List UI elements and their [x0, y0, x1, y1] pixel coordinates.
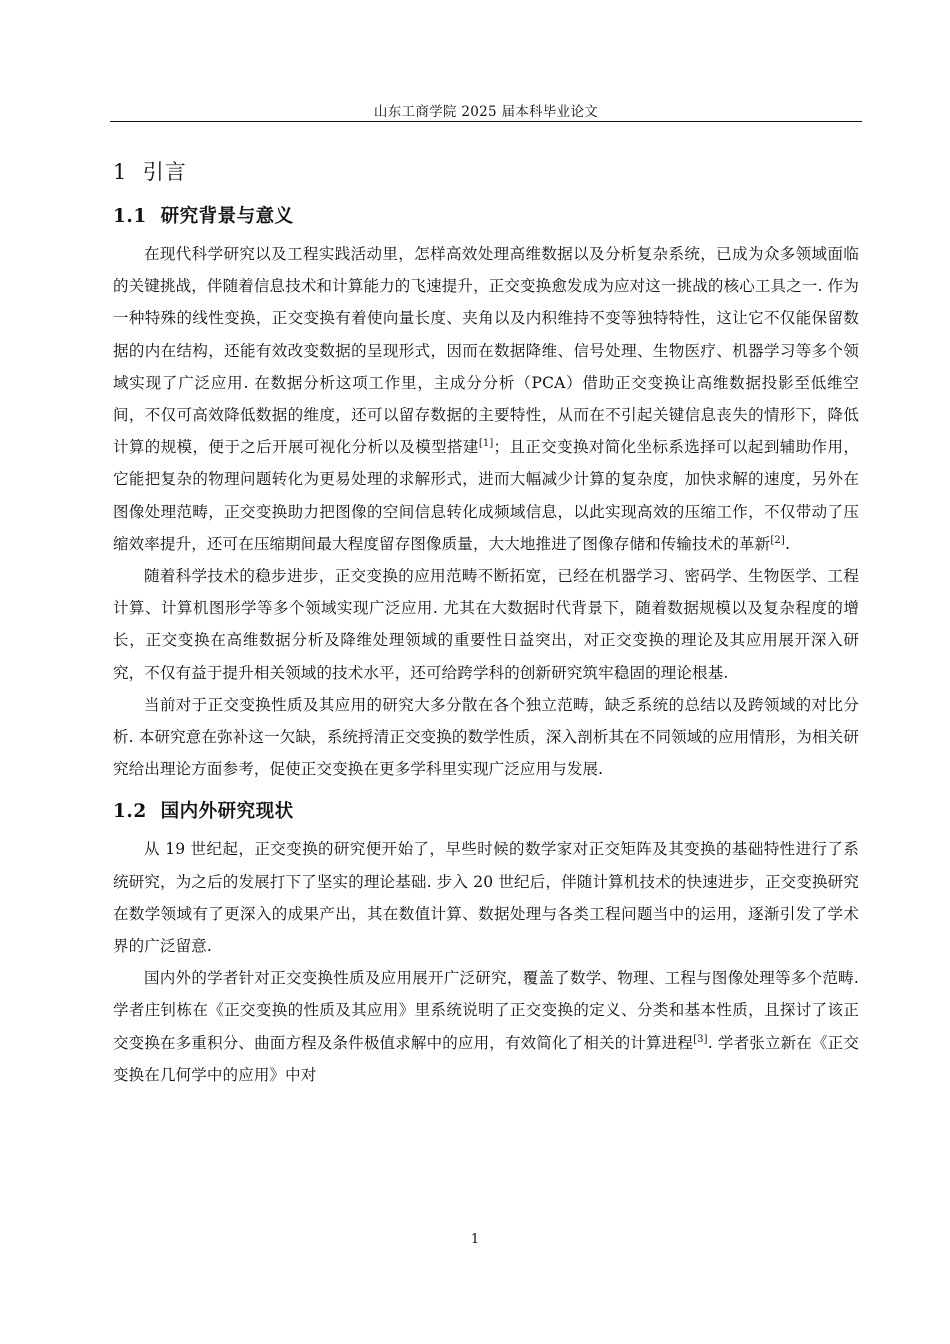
paragraph-text: 当前对于正交变换性质及其应用的研究大多分散在各个独立范畴，缺乏系统的总结以及跨领域的对比分析. 本研究意在弥补这一欠缺，系统捋清正交变换的数学性质，深入剖析其在不同领域的应用情形，为相关研究给出理论方面参考，促使正交变换在更多学科里实现广泛应用与发展.: [113, 695, 859, 779]
page-body: [113, 148, 859, 1091]
running-header: 山东工商学院 2025 届本科毕业论文: [373, 104, 599, 120]
paragraph-text: .: [784, 534, 791, 553]
section-heading: [113, 202, 859, 228]
paragraph-text: 从 19 世纪起，正交变换的研究便开始了，早些时候的数学家对正交矩阵及其变换的基础特性进行了系统研究，为之后的发展打下了坚实的理论基础. 步入 20 世纪后，伴随计算机技术的快速进步，正交变换研究在数学领域有了更深入的成果产出，其在数值计算、数据处理与各类工程问题当中的运用，逐渐引发了学术界的广泛留意.: [113, 840, 859, 956]
body-paragraph: [113, 833, 859, 962]
section-heading: [113, 797, 859, 823]
header-rule: [110, 121, 862, 122]
body-paragraph: [113, 689, 859, 786]
citation-reference[interactable]: [2]: [770, 534, 785, 546]
paragraph-text: 国内外的学者针对正交变换性质及应用展开广泛研究，覆盖了数学、物理、工程与图像处理等多个范畴. 学者庄钊栋在《正交变换的性质及其应用》里系统说明了正交变换的定义、分类和基本性质，且探讨了该正交变换在多重积分、曲面方程及条件极值求解中的应用，有效简化了相关的计算进程: [113, 969, 859, 1052]
paragraph-text: 随着科学技术的稳步进步，正交变换的应用范畴不断拓宽，已经在机器学习、密码学、生物医学、工程计算、计算机图形学等多个领域实现广泛应用. 尤其在大数据时代背景下，随着数据规模以及复杂程度的增长，正交变换在高维数据分析及降维处理领域的重要性日益突出，对正交变换的理论及其应用展开深入研究，不仅有益于提升相关领域的技术水平，还可给跨学科的创新研究筑牢稳固的理论根基.: [113, 567, 859, 682]
section-title: 研究背景与意义: [160, 206, 294, 227]
chapter-heading: [113, 156, 859, 186]
section-title: 国内外研究现状: [160, 801, 294, 823]
body-paragraph: [113, 962, 859, 1091]
section-number: 1.1: [113, 206, 147, 227]
chapter-title: 引言: [142, 160, 187, 184]
page-number: 1: [470, 1232, 480, 1247]
body-paragraph: [113, 560, 859, 689]
paragraph-text: . 学者张立新在《正交变换在几何学中的应用》中对: [113, 1033, 859, 1084]
section-number: 1.2: [113, 801, 147, 823]
sections-container: [113, 202, 859, 1091]
citation-reference[interactable]: [1]: [478, 438, 494, 450]
body-paragraph: [113, 238, 859, 560]
citation-reference[interactable]: [3]: [693, 1033, 708, 1045]
chapter-number: 1: [113, 160, 128, 184]
paragraph-text: ；且正交变换对简化坐标系选择可以起到辅助作用，它能把复杂的物理问题转化为更易处理的求解形式，进而大幅减少计算的复杂度，加快求解的速度，另外在图像处理范畴，正交变换助力把图像的空间信息转化成频域信息，以此实现高效的压缩工作，不仅带动了压缩效率提升，还可在压缩期间最大程度留存图像质量，大大地推进了图像存储和传输技术的革新: [113, 438, 860, 553]
paragraph-text: 在现代科学研究以及工程实践活动里，怎样高效处理高维数据以及分析复杂系统，已成为众多领域面临的关键挑战，伴随着信息技术和计算能力的飞速提升，正交变换愈发成为应对这一挑战的核心工具之一. 作为一种特殊的线性变换，正交变换有着使向量长度、夹角以及内积维持不变等独特特性，这让它不仅能保留数据的内在结构，还能有效改变数据的呈现形式，因而在数据降维、信号处理、生物医疗、机器学习等多个领域实现了广泛应用. 在数据分析这项工作里，主成分分析（PCA）借助正交变换让高维数据投影至低维空间，不仅可高效降低数据的维度，还可以留存数据的主要特性，从而在不引起关键信息丧失的情形下，降低计算的规模，便于之后开展可视化分析以及模型搭建: [113, 245, 859, 457]
